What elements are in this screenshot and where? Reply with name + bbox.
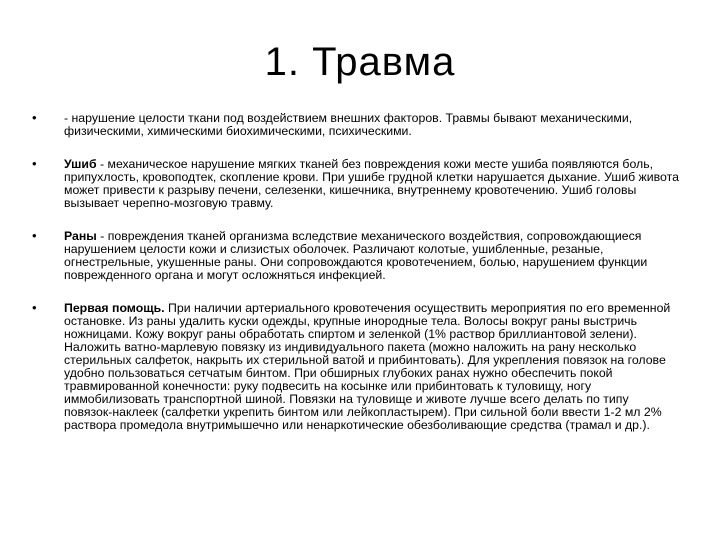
bullet-icon: • [32, 300, 37, 315]
slide-title: 1. Травма [264, 40, 456, 84]
list-item-first-aid [30, 302, 680, 432]
item-text: При наличии артериального кровотечения осуществить мероприятия по его временной остановке. Из раны удалить куски одежды, крупные инородные тела. Волосы вокруг раны выстричь ножницами. Кожу вокруг раны обработать спиртом и зеленкой (1% раствор бриллиантовой зелени). Наложить ватно-марлевую повязку из индивидуального пакета (можно наложить на рану несколько стерильных салфеток, накрыть их стерильной ватой и прибинтовать). Для укрепления повязок на голове удобно пользоваться сетчатым бинтом. При обширных глубоких ранах нужно обеспечить покой травмированной конечности: руку подвесить на косынке или прибинтовать к туловищу, ногу иммобилизовать транспортной шиной. Повязки на туловище и животе лучше всего делать по типу повязок-наклеек (салфетки укрепить бинтом или лейкопластырем). При сильной боли ввести 1-2 мл 2% раствора промедола внутримышечно или ненаркотические обезболивающие средства (трамал и др.). [64, 301, 671, 432]
item-text: - механическое нарушение мягких тканей без повреждения кожи месте ушиба появляются боль, припухлость, кровоподтек, скопление крови. При ушибе грудной клетки нарушается дыхание. Ушиб живота может привести к разрыву печени, селезенки, кишечника, внутреннему кровотечению. Ушиб головы вызывает черепно-мозговую травму. [64, 157, 679, 210]
list-item-bruise [30, 158, 680, 210]
item-text: - повреждения тканей организма вследствие механического воздействия, сопровождающиеся нарушением целости кожи и слизистых оболочек. Различают колотые, ушибленные, резаные, огнестрельные, укушенные раны. Они сопровождаются кровотечением, болью, нарушением функции поврежденного органа и могут осложняться инфекцией. [64, 229, 648, 282]
bullet-list [30, 112, 680, 452]
bullet-icon: • [32, 110, 37, 125]
list-item-definition [30, 112, 680, 138]
bullet-icon: • [32, 156, 37, 171]
bullet-icon: • [32, 228, 37, 243]
item-term: Ушиб [64, 157, 97, 171]
list-item-wounds [30, 230, 680, 282]
item-term: Первая помощь. [64, 301, 165, 315]
item-text: - нарушение целости ткани под воздействием внешних факторов. Травмы бывают механическими, физическими, химическими биохимическими, психическими. [64, 111, 633, 138]
item-term: Раны [64, 229, 97, 243]
